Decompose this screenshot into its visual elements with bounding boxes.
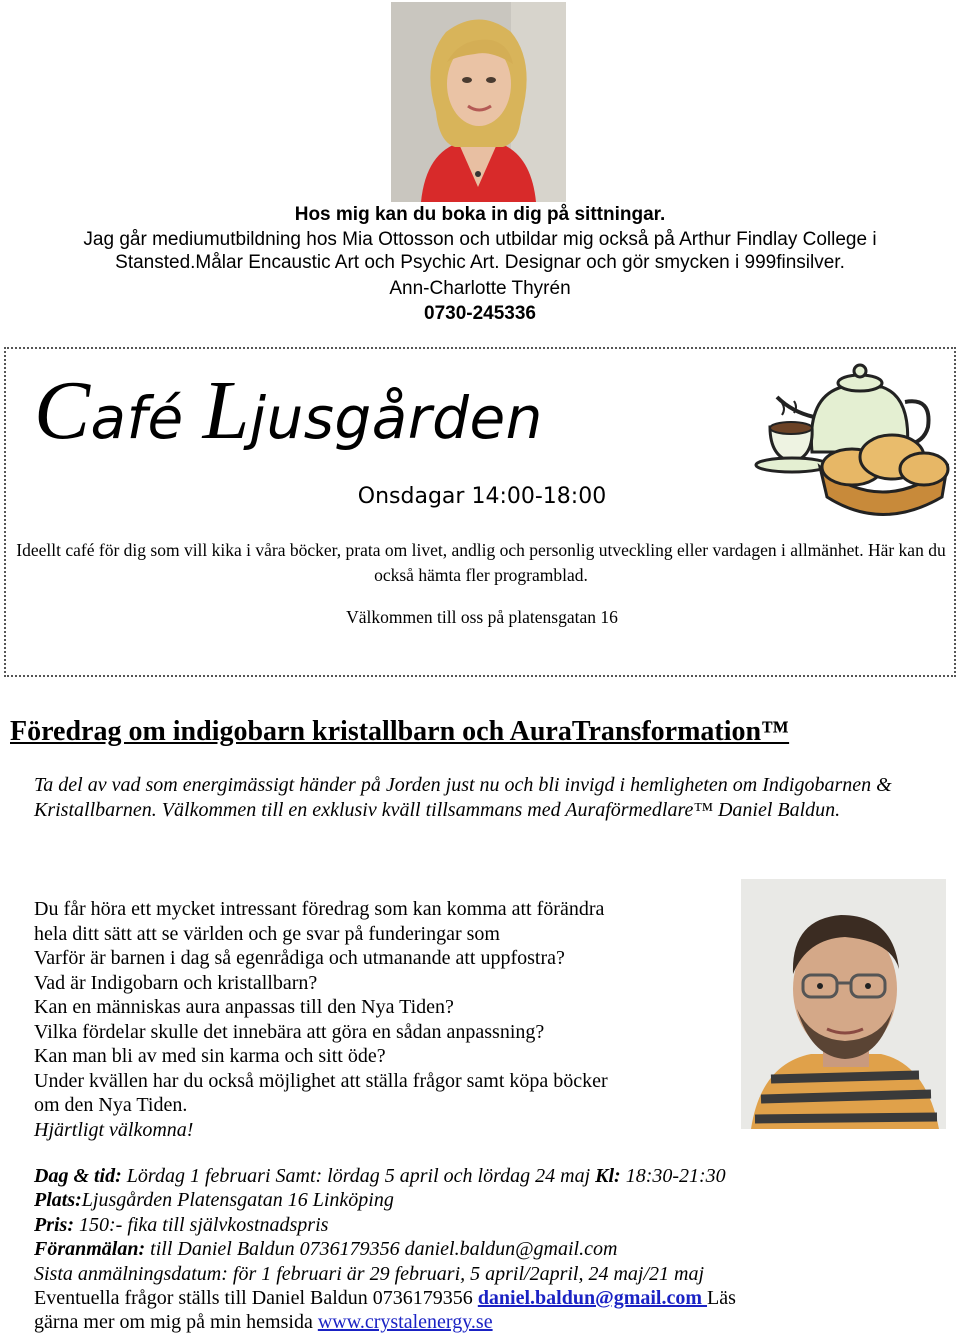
detail-place: [34, 1188, 934, 1212]
lecture-body: [34, 897, 724, 1142]
detail-price: [34, 1213, 934, 1237]
cafe-title-c: C: [34, 364, 91, 457]
body-line: Varför är barnen i dag så egenrådiga och utmanande att uppfostra?: [34, 947, 565, 969]
cafe-title-part1: afé: [90, 384, 203, 452]
intro-text: Jag går mediumutbildning hos Mia Ottosson och utbildar mig också på Arthur Findlay College i Stansted.Målar Encaustic Art och Psychic Art. Designar och gör smycken i 999finsilver.: [83, 229, 877, 273]
teapot-pastry-illustration: [742, 357, 952, 522]
price-value: 150:- fika till självkostnadspris: [74, 1213, 329, 1236]
signup-value: till Daniel Baldun 0736179356 daniel.baldun@gmail.com: [145, 1238, 618, 1261]
kl-value: 18:30-21:30: [620, 1165, 726, 1187]
contact-phone: 0730-245336: [424, 303, 536, 324]
contact-name: Ann-Charlotte Thyrén: [389, 278, 571, 299]
portrait-photo-woman: [391, 2, 566, 202]
detail-signup: [34, 1237, 934, 1261]
website-link[interactable]: www.crystalenergy.se: [317, 1311, 493, 1334]
body-line: hela ditt sätt att se världen och ge svar på funderingar som: [34, 922, 500, 945]
lecture-intro: Ta del av vad som energimässigt händer på Jorden just nu och bli invigd i hemligheten om Indigobarnen & Kristallbarnen. Välkommen till en exklusiv kväll tillsammans med Auraförmedlare™ Daniel Baldun.: [34, 774, 892, 821]
cafe-box: [4, 347, 956, 677]
signup-label: Föranmälan:: [34, 1238, 146, 1261]
questions-text: Eventuella frågor ställs till Daniel Baldun 0736179356: [34, 1287, 478, 1310]
body-line: Under kvällen har du också möjlighet att ställa frågor samt köpa böcker: [34, 1069, 608, 1092]
body-line: om den Nya Tiden.: [34, 1094, 188, 1116]
price-label: Pris:: [34, 1213, 74, 1236]
cafe-hours: Onsdagar 14:00-18:00: [357, 484, 607, 509]
body-line: Kan en människas aura anpassas till den Nya Tiden?: [34, 996, 454, 1018]
more-text: gärna mer om mig på min hemsida: [34, 1311, 318, 1334]
place-label: Plats:: [34, 1189, 82, 1212]
cafe-title-l: L: [202, 364, 250, 457]
cafe-title-part2: jusgården: [249, 384, 543, 452]
cafe-description: Ideellt café för dig som vill kika i våra böcker, prata om livet, andlig och personlig utveckling eller vardagen i allmänhet. Här kan du också hämta fler programblad.: [16, 540, 946, 585]
place-value: Ljusgården Platensgatan 16 Linköping: [81, 1189, 394, 1212]
event-details: [34, 1164, 934, 1335]
cafe-welcome: Välkommen till oss på platensgatan 16: [346, 607, 618, 627]
email-link[interactable]: daniel.baldun@gmail.com: [477, 1287, 708, 1310]
time-value: Lördag 1 februari Samt: lördag 5 april och lördag 24 maj: [121, 1165, 596, 1187]
detail-deadline: Sista anmälningsdatum: för 1 februari är 29 februari, 5 april/2april, 24 maj/21 maj: [34, 1262, 705, 1285]
cafe-title: [34, 361, 543, 468]
detail-time: [34, 1164, 934, 1188]
kl-label: Kl:: [595, 1165, 621, 1187]
closing-line: Hjärtligt välkomna!: [34, 1118, 194, 1141]
body-line: Kan man bli av med sin karma och sitt öde?: [34, 1045, 386, 1067]
body-line: Vad är Indigobarn och kristallbarn?: [34, 971, 318, 994]
questions-tail: Läs: [707, 1287, 736, 1310]
body-line: Vilka fördelar skulle det innebära att göra en sådan anpassning?: [34, 1020, 545, 1043]
lecture-title: Föredrag om indigobarn kristallbarn och AuraTransformation™: [10, 716, 790, 747]
time-label: Dag & tid:: [34, 1165, 122, 1187]
portrait-photo-man: [741, 879, 946, 1129]
intro-heading: Hos mig kan du boka in dig på sittningar.: [294, 204, 666, 225]
body-line: Du får höra ett mycket intressant föredrag som kan komma att förändra: [34, 898, 605, 920]
detail-more: [34, 1310, 934, 1334]
detail-questions: [34, 1286, 934, 1310]
